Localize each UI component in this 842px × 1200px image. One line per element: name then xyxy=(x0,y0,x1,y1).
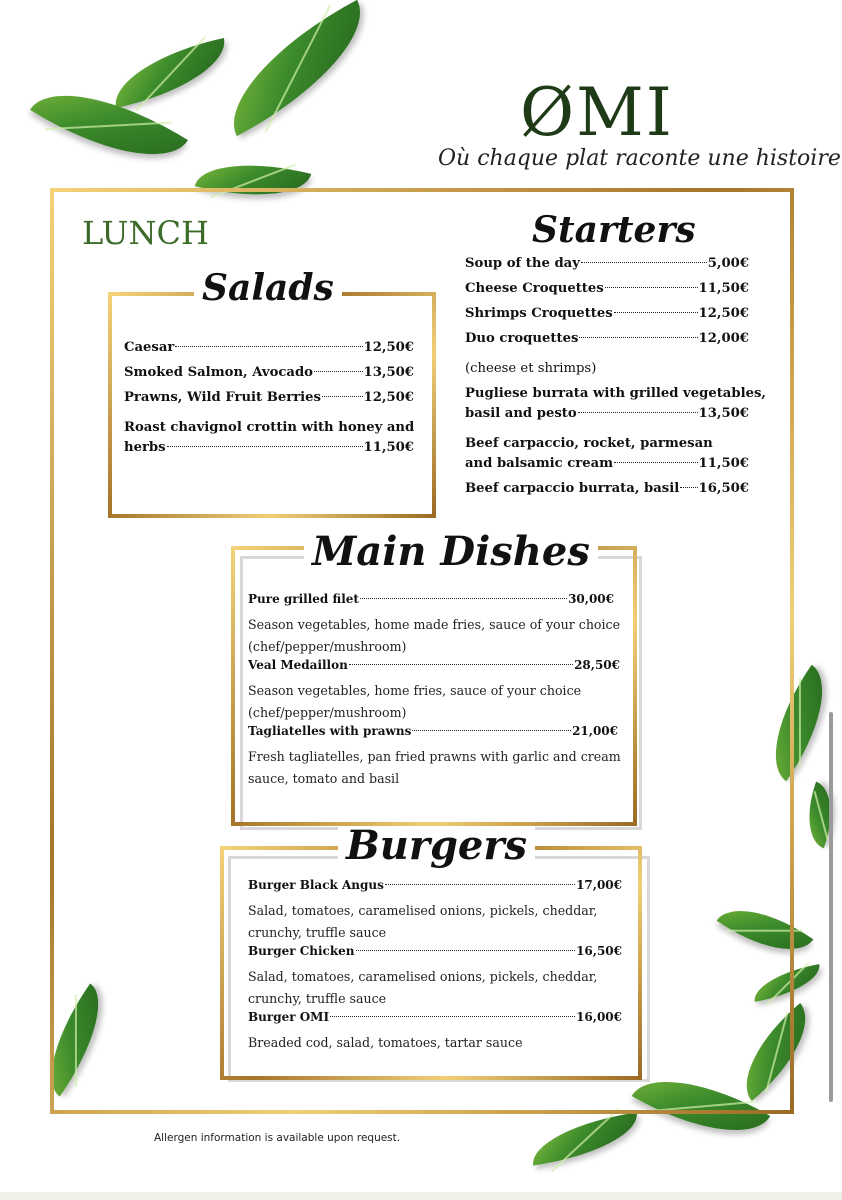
list-item: Soup of the day 5,00€ xyxy=(465,256,749,271)
item-description: Season vegetables, home made fries, sauce of your choice xyxy=(248,617,621,632)
main-dishes-list xyxy=(248,592,621,790)
item-description: Salad, tomatoes, caramelised onions, pickels, cheddar, xyxy=(248,969,598,984)
list-item: Roast chavignol crottin with honey and xyxy=(124,420,415,435)
list-item: Caesar 12,50€ xyxy=(124,340,414,355)
item-description: crunchy, truffle sauce xyxy=(248,991,387,1006)
list-item-note: (cheese et shrimps) xyxy=(465,361,597,376)
item-description: (chef/pepper/mushroom) xyxy=(248,705,407,720)
item-description: Salad, tomatoes, caramelised onions, pickels, cheddar, xyxy=(248,903,598,918)
list-item: Burger Black Angus 17,00€ xyxy=(248,878,622,892)
item-description: Breaded cod, salad, tomatoes, tartar sauce xyxy=(248,1035,523,1050)
list-item: Cheese Croquettes 11,50€ xyxy=(465,281,749,296)
starters-list xyxy=(465,256,766,506)
bottom-strip xyxy=(0,1192,842,1200)
list-item: basil and pesto 13,50€ xyxy=(465,406,749,421)
list-item: Burger OMI 16,00€ xyxy=(248,1010,622,1024)
starters-title: Starters xyxy=(524,212,704,248)
restaurant-logo: ØMI xyxy=(520,74,674,151)
scrollbar[interactable] xyxy=(829,712,833,1102)
list-item: Beef carpaccio, rocket, parmesan xyxy=(465,436,713,451)
list-item: Tagliatelles with prawns 21,00€ xyxy=(248,724,618,738)
list-item: herbs 11,50€ xyxy=(124,440,414,455)
burgers-list xyxy=(248,878,622,1054)
item-description: sauce, tomato and basil xyxy=(248,771,400,786)
item-description: crunchy, truffle sauce xyxy=(248,925,387,940)
list-item: Pugliese burrata with grilled vegetables, xyxy=(465,386,766,401)
list-item: Beef carpaccio burrata, basil 16,50€ xyxy=(465,481,749,496)
item-description: (chef/pepper/mushroom) xyxy=(248,639,407,654)
list-item: Duo croquettes 12,00€ xyxy=(465,331,749,346)
list-item: Prawns, Wild Fruit Berries 12,50€ xyxy=(124,390,414,405)
salads-list xyxy=(124,340,414,465)
lunch-heading: LUNCH xyxy=(82,214,209,252)
allergen-note: Allergen information is available upon request. xyxy=(154,1132,401,1144)
tagline: Où chaque plat raconte une histoire xyxy=(438,146,841,171)
list-item: and balsamic cream 11,50€ xyxy=(465,456,749,471)
item-description: Fresh tagliatelles, pan fried prawns with garlic and cream xyxy=(248,749,621,764)
salads-title: Salads xyxy=(194,270,342,306)
list-item: Veal Medaillon 28,50€ xyxy=(248,658,620,672)
main-dishes-title: Main Dishes xyxy=(304,532,598,572)
item-description: Season vegetables, home fries, sauce of your choice xyxy=(248,683,582,698)
list-item: Shrimps Croquettes 12,50€ xyxy=(465,306,749,321)
list-item: Burger Chicken 16,50€ xyxy=(248,944,622,958)
list-item: Smoked Salmon, Avocado 13,50€ xyxy=(124,365,414,380)
list-item: Pure grilled filet 30,00€ xyxy=(248,592,614,606)
burgers-title: Burgers xyxy=(338,826,535,866)
